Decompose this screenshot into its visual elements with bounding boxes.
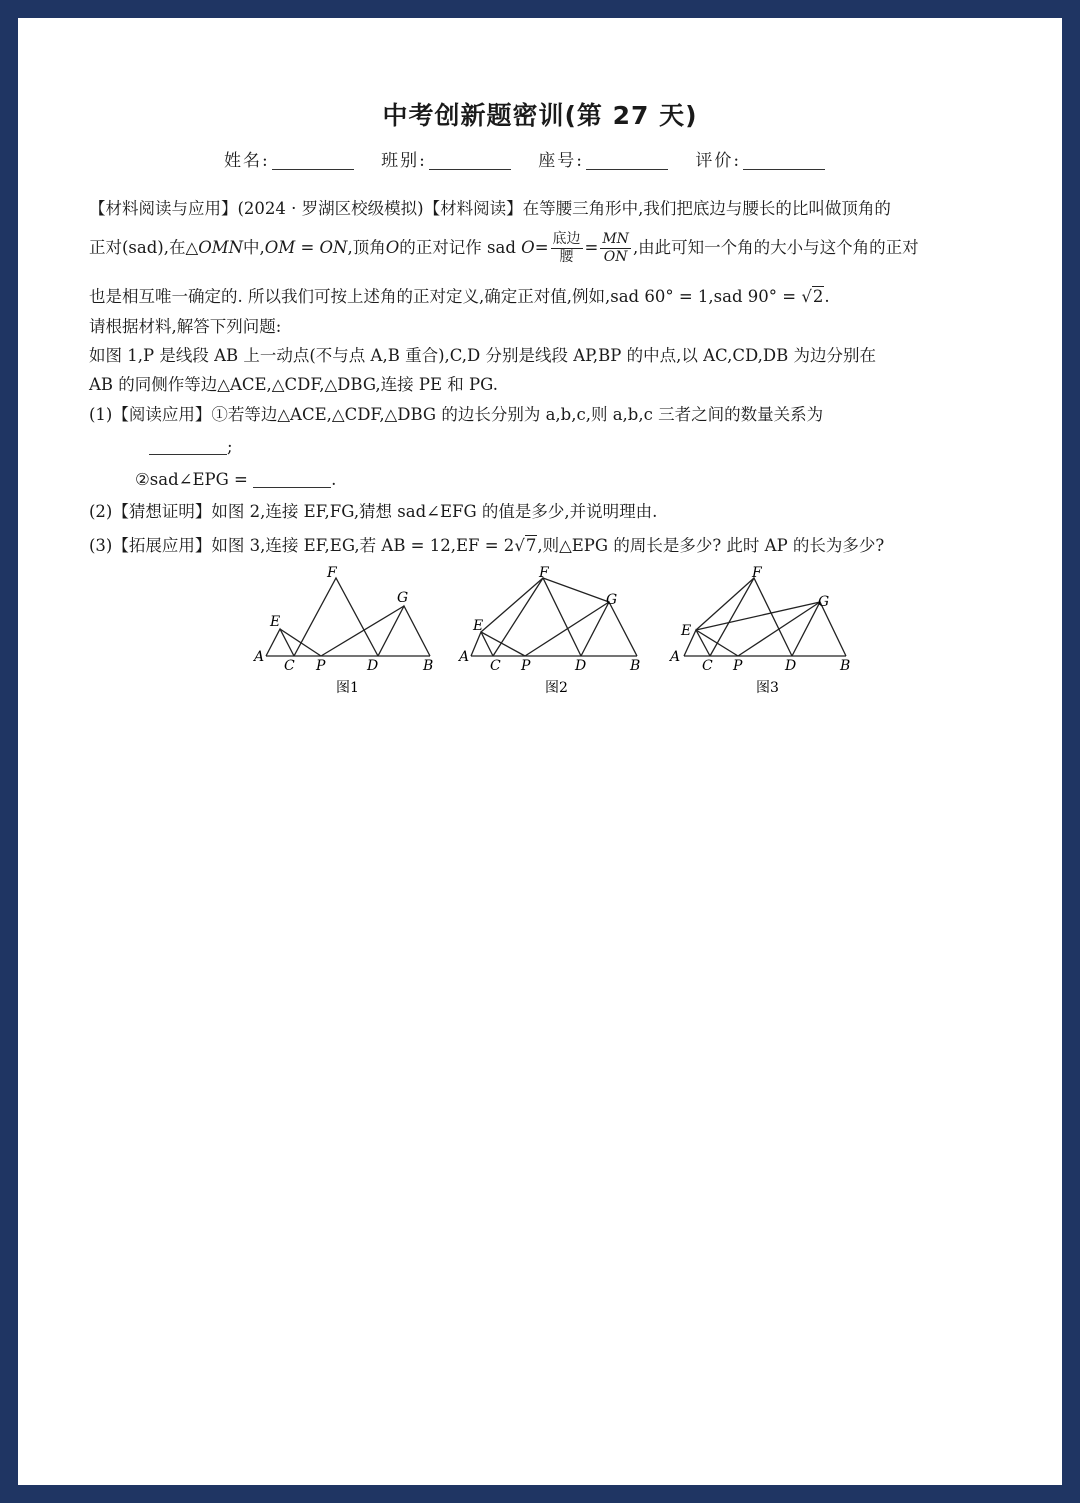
label-d: D xyxy=(575,658,587,674)
label-f: F xyxy=(539,565,549,581)
label-d: D xyxy=(367,658,379,674)
question-3-line: (3)【拓展应用】如图 3,连接 EF,EG,若 AB = 12,EF = 2√7,则△EPG 的周长是多少? 此时 AP 的长为多少? xyxy=(89,536,885,555)
fraction-mn-over-on: $\frac{MN}{ON}$ xyxy=(602,231,629,265)
figure-2 xyxy=(455,562,655,702)
label-c: C xyxy=(702,658,713,674)
label-a: A xyxy=(459,649,470,665)
figure-1 xyxy=(246,562,446,702)
figure-1-caption: 图1 xyxy=(336,680,359,696)
class-field: 班别: xyxy=(381,146,511,171)
figure-2-caption: 图2 xyxy=(545,680,568,696)
grade-field: 评价: xyxy=(695,146,825,171)
label-e: E xyxy=(681,623,692,639)
figure-3-caption: 图3 xyxy=(756,680,779,696)
setup-line-1: 如图 1,P 是线段 AB 上一动点(不与点 A,B 重合),C,D 分别是线段 AP,BP 的中点,以 AC,CD,DB 为边分别在 xyxy=(89,346,876,365)
material-line-3: 也是相互唯一确定的. 所以我们可按上述角的正对定义,确定正对值,例如,sad 60° = 1,sad 90° = √2. xyxy=(89,287,830,306)
page-title: 中考创新题密训(第 27 天) xyxy=(382,101,698,130)
question-1-answer: ; xyxy=(149,432,233,461)
label-e: E xyxy=(270,614,281,630)
label-a: A xyxy=(254,649,265,665)
material-line-1: 【材料阅读与应用】(2024 · 罗湖区校级模拟)【材料阅读】在等腰三角形中,我们把底边与腰长的比叫做顶角的 xyxy=(89,199,891,218)
label-f: F xyxy=(752,565,762,581)
question-1-line: (1)【阅读应用】①若等边△ACE,△CDF,△DBG 的边长分别为 a,b,c,则 a,b,c 三者之间的数量关系为 xyxy=(89,405,824,424)
label-d: D xyxy=(785,658,797,674)
student-info-row xyxy=(224,146,847,171)
seat-field: 座号: xyxy=(538,146,668,171)
answer-blank[interactable] xyxy=(149,440,227,455)
question-2-line: (2)【猜想证明】如图 2,连接 EF,FG,猜想 sad∠EFG 的值是多少,并说明理由. xyxy=(89,502,658,521)
label-f: F xyxy=(327,565,337,581)
setup-line-2: AB 的同侧作等边△ACE,△CDF,△DBG,连接 PE 和 PG. xyxy=(89,375,498,394)
label-a: A xyxy=(670,649,681,665)
label-e: E xyxy=(473,618,484,634)
instruction-line: 请根据材料,解答下列问题: xyxy=(89,317,282,336)
answer-blank[interactable] xyxy=(253,473,331,488)
label-b: B xyxy=(630,658,641,674)
label-c: C xyxy=(490,658,501,674)
question-1b-line: ②sad∠EPG = . xyxy=(135,470,337,489)
label-p: P xyxy=(733,658,743,674)
label-g: G xyxy=(606,592,618,608)
label-g: G xyxy=(818,594,830,610)
name-field: 姓名: xyxy=(224,146,354,171)
label-c: C xyxy=(284,658,295,674)
fraction-base-over-leg: $\frac{\text{底边}}{\text{腰}}$ xyxy=(552,231,581,265)
label-b: B xyxy=(840,658,851,674)
label-b: B xyxy=(423,658,434,674)
label-p: P xyxy=(316,658,326,674)
figure-3 xyxy=(666,562,866,702)
label-p: P xyxy=(521,658,531,674)
label-g: G xyxy=(397,590,409,606)
material-line-2: 正对(sad),在△OMN中,OM = ON,顶角O的正对记作 sad O= $\frac{\text{底边}}{\text{腰}}$ = $\frac{MN}{ON}$ ,由此可知一个角的大小与这个角的正对 xyxy=(89,231,919,265)
